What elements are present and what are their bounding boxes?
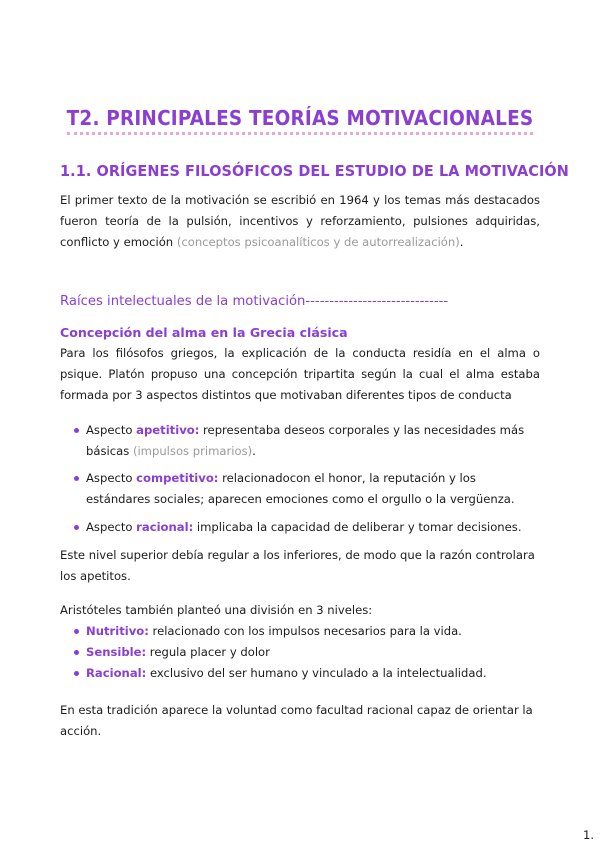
greek-paragraph: Para los filósofos griegos, la explicación de la conducta residía en el alma o psique. Platón propuso una concepción tripartita según la cual el alma estaba formada por 3 aspectos distintos que motivaban diferentes tipos de conducta (60, 346, 540, 402)
upper-level-paragraph: Este nivel superior debía regular a los inferiores, de modo que la razón controlara los apetitos. (60, 548, 535, 583)
section-heading: 1.1. ORÍGENES FILOSÓFICOS DEL ESTUDIO DE LA MOTIVACIÓN (60, 162, 569, 180)
bullet-keyword: racional: (136, 520, 194, 534)
bullet-keyword: Nutritivo: (86, 624, 149, 638)
bullet-racional (86, 517, 536, 538)
bullet-text: regula placer y dolor (146, 645, 270, 659)
aristotle-paragraph: Aristóteles también planteó una división en 3 niveles: (60, 603, 373, 617)
intro-paragraph (60, 190, 540, 253)
bullet-competitivo (86, 468, 536, 510)
bullet-prefix: Aspecto (86, 423, 137, 437)
bullet-end: . (252, 444, 256, 458)
bullet-racional-aristoteles (86, 663, 536, 684)
bullet-text: relacionadocon el honor, la reputación y los estándares sociales; aparecen emociones como el orgullo o la vergüenza. (86, 471, 515, 506)
bullet-keyword: Sensible: (86, 645, 147, 659)
bullet-gray-note: (impulsos primarios) (132, 444, 253, 458)
intro-end: . (459, 235, 464, 249)
bullet-keyword: Racional: (86, 666, 147, 680)
intro-gray-note: (conceptos psicoanalíticos y de autorrealización) (176, 235, 460, 249)
bullet-nutritivo (86, 621, 536, 642)
bullet-keyword: apetitivo: (136, 423, 200, 437)
bullet-sensible (86, 642, 536, 663)
will-paragraph: En esta tradición aparece la voluntad como facultad racional capaz de orientar la acción. (60, 703, 533, 738)
greek-heading: Concepción del alma en la Grecia clásica (60, 325, 348, 340)
bullet-text: representaba deseos corporales y las necesidades más básicas (86, 423, 525, 458)
bullet-prefix: Aspecto (86, 520, 137, 534)
document-title-text: T2. PRINCIPALES TEORÍAS MOTIVACIONALES (67, 106, 534, 135)
bullet-prefix: Aspecto (86, 471, 137, 485)
bullet-keyword: competitivo: (136, 471, 219, 485)
bullet-text: exclusivo del ser humano y vinculado a la intelectualidad. (146, 666, 487, 680)
bullet-text: relacionado con los impulsos necesarios para la vida. (148, 624, 462, 638)
bullet-text: implicaba la capacidad de deliberar y tomar decisiones. (193, 520, 522, 534)
document-title (0, 106, 600, 130)
page-number: 1. (583, 828, 594, 842)
bullet-apetitivo (86, 420, 536, 462)
subsection-heading: Raíces intelectuales de la motivación------------------------------ (60, 294, 449, 309)
intro-text: El primer texto de la motivación se escribió en 1964 y los temas más destacados fueron teoría de la pulsión, incentivos y reforzamiento, pulsiones adquiridas, conflicto y emoción (60, 193, 540, 249)
